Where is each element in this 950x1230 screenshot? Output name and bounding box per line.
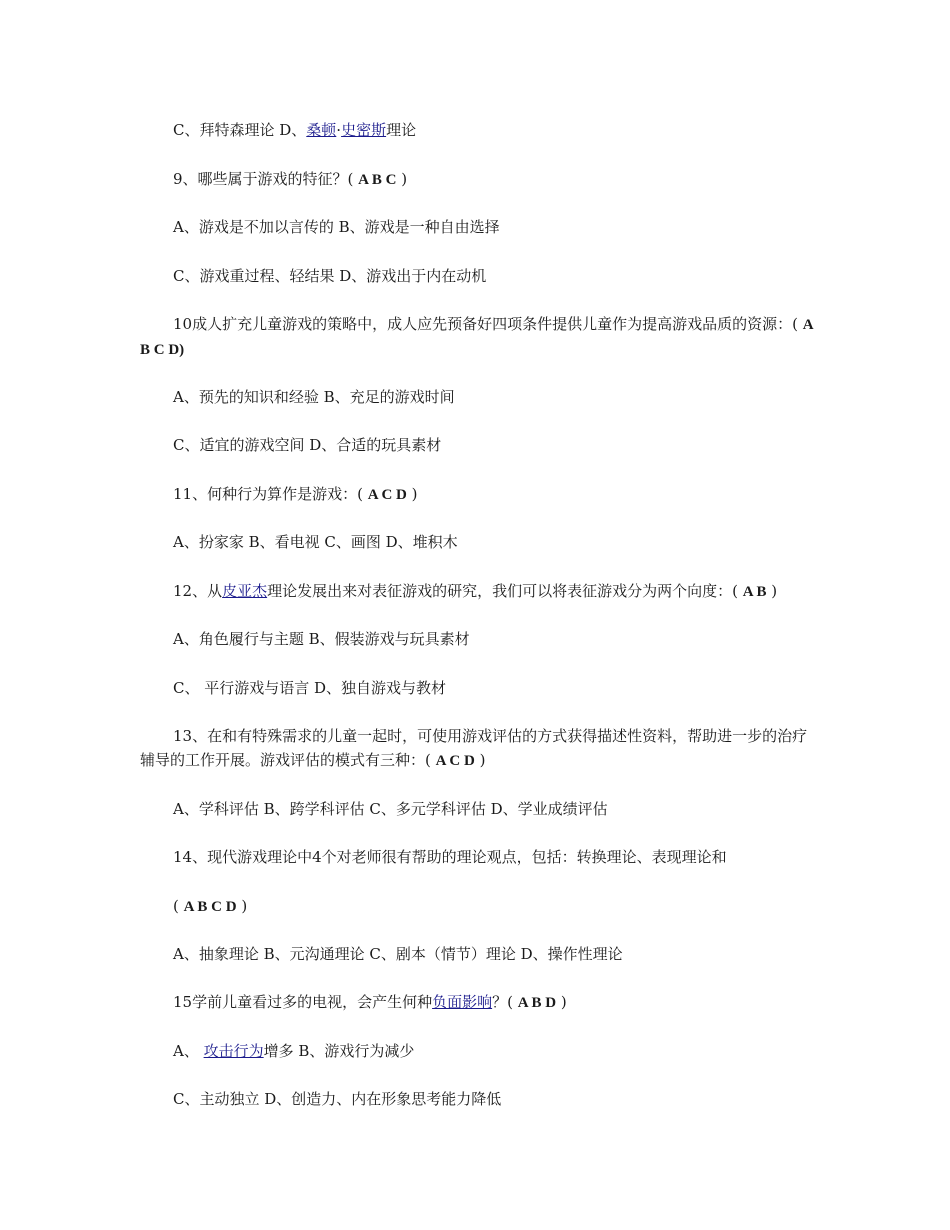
q13-question: 13、在和有特殊需求的儿童一起时，可使用游戏评估的方式获得描述性资料，帮助进一步的治疗辅导的工作开展。游戏评估的模式有三种：( A C D ) [140,727,808,769]
q13-answer: A C D [435,753,475,769]
q13-options: A、学科评估 B、跨学科评估 C、多元学科评估 D、学业成绩评估 [173,800,608,818]
q10-options-cd: C、适宜的游戏空间 D、合适的玩具素材 [173,436,442,454]
q11-options: A、扮家家 B、看电视 C、画图 D、堆积木 [173,533,458,551]
q9-question: 9、哪些属于游戏的特征？( A B C ) [173,170,408,188]
q10-question: 10成人扩充儿童游戏的策略中，成人应先预备好四项条件提供儿童作为提高游戏品质的资源：( A B C D) [140,315,813,358]
q8-options-cd: C、拜特森理论 D、桑顿·史密斯理论 [173,121,417,139]
q15-question: 15学前儿童看过多的电视，会产生何种负面影响？( A B D ) [173,993,567,1011]
q14-answer-line: ( A B C D ) [173,897,248,915]
link-sangdun[interactable]: 桑顿 [306,121,337,139]
q11-answer: A C D [367,487,407,503]
link-shimisi[interactable]: 史密斯 [341,121,387,139]
q12-answer: A B [742,584,767,600]
q12-options-ab: A、角色履行与主题 B、假装游戏与玩具素材 [173,630,470,648]
q14-options: A、抽象理论 B、元沟通理论 C、剧本（情节）理论 D、操作性理论 [173,945,623,963]
q14-question: 14、现代游戏理论中4个对老师很有帮助的理论观点，包括：转换理论、表现理论和 [173,848,727,866]
q10-options-ab: A、预先的知识和经验 B、充足的游戏时间 [173,388,455,406]
q12-options-cd: C、 平行游戏与语言 D、独自游戏与教材 [173,679,447,697]
link-negative-impact[interactable]: 负面影响 [432,993,493,1011]
q11-question: 11、何种行为算作是游戏：( A C D ) [173,485,418,503]
link-aggressive-behavior[interactable]: 攻击行为 [203,1042,264,1060]
q9-options-ab: A、游戏是不加以言传的 B、游戏是一种自由选择 [173,218,500,236]
q10-answer: A B C D [140,317,813,358]
q15-options-ab: A、 攻击行为增多 B、游戏行为减少 [173,1042,415,1060]
q12-question: 12、从皮亚杰理论发展出来对表征游戏的研究，我们可以将表征游戏分为两个向度：( A B ) [173,582,778,600]
q14-answer: A B C D [183,899,237,915]
q9-answer: A B C [358,172,397,188]
q9-options-cd: C、游戏重过程、轻结果 D、游戏出于内在动机 [173,267,487,285]
q15-answer: A B D [517,995,557,1011]
link-piaget[interactable]: 皮亚杰 [222,582,268,600]
q15-options-cd: C、主动独立 D、创造力、内在形象思考能力降低 [173,1090,502,1108]
